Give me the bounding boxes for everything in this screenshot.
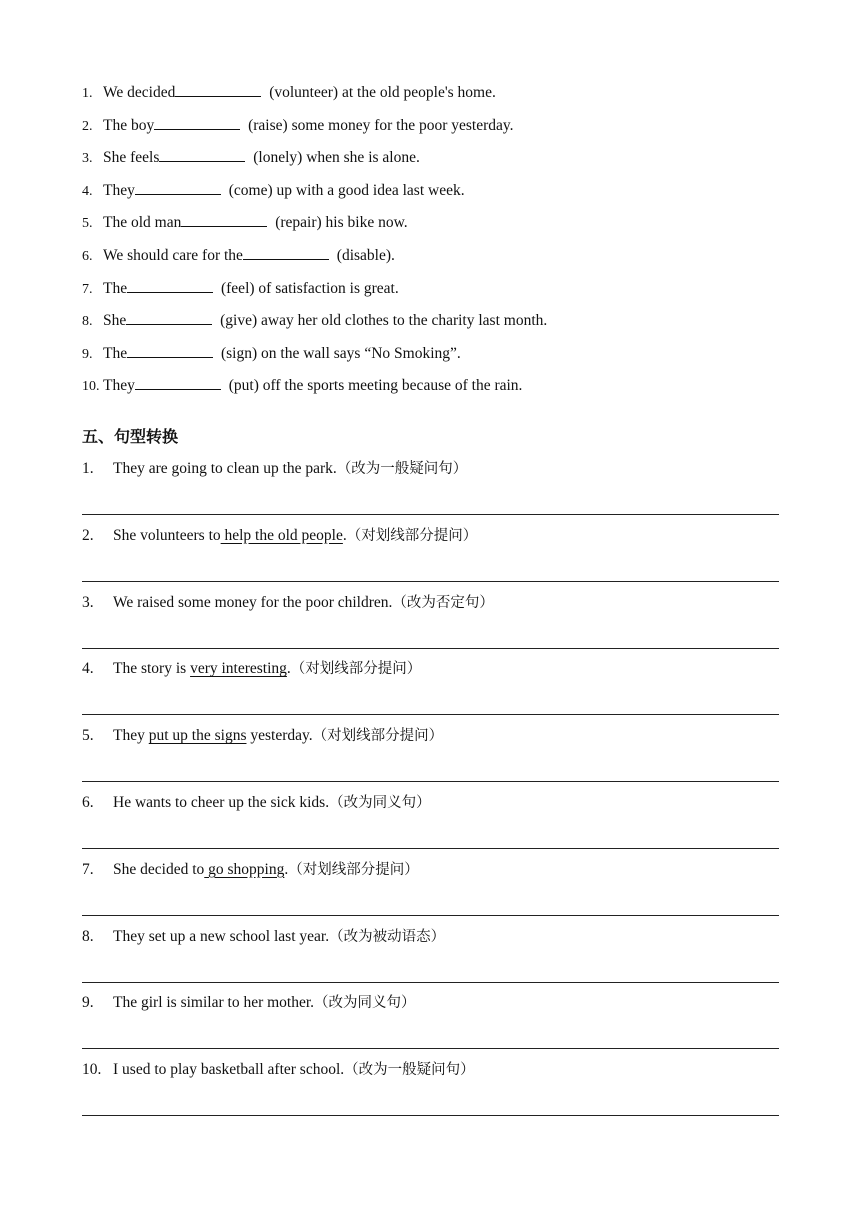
sentence-end: (disable).: [332, 246, 395, 264]
question-text: [82, 725, 443, 747]
sentence-start: The boy: [103, 116, 155, 134]
sentence-text: The story is: [113, 660, 191, 678]
sentence-tail: .: [284, 860, 289, 878]
question-text: [82, 859, 419, 881]
answer-line[interactable]: [82, 781, 779, 782]
item-number: 9.: [82, 346, 93, 362]
sentence-start: The: [103, 344, 128, 362]
answer-line[interactable]: [82, 648, 779, 649]
item-number: 7.: [82, 860, 94, 878]
answer-blank[interactable]: [243, 245, 329, 260]
answer-blank[interactable]: [135, 375, 221, 390]
transform-item-9: [82, 992, 779, 1059]
sentence-text: He wants to cheer up the sick kids.: [113, 793, 330, 811]
item-number: 10.: [82, 1061, 102, 1079]
sentence-start: We decided: [103, 84, 176, 101]
sentence-text: I used to play basketball after school.: [113, 1061, 345, 1079]
transform-item-5: [82, 725, 779, 792]
answer-line[interactable]: [82, 581, 779, 582]
instruction-text: （改为被动语态）: [329, 928, 446, 945]
question-text: [82, 1059, 475, 1081]
instruction-text: （对划线部分提问）: [290, 661, 422, 678]
instruction-text: （对划线部分提问）: [312, 728, 444, 745]
item-number: 9.: [82, 994, 94, 1012]
underlined-part: go shopping: [204, 860, 285, 878]
sentence-tail: .: [286, 660, 291, 678]
instruction-text: （改为一般疑问句）: [344, 1062, 475, 1079]
instruction-text: （改为否定句）: [392, 594, 494, 611]
fill-item-5: [82, 212, 782, 245]
fill-item-10: [82, 375, 782, 408]
answer-line[interactable]: [82, 1115, 779, 1116]
sentence-end: (sign) on the wall says “No Smoking”.: [217, 344, 461, 362]
answer-line[interactable]: [82, 1048, 779, 1049]
sentence-start: She feels: [103, 149, 160, 167]
answer-line[interactable]: [82, 915, 779, 916]
fill-item-2: [82, 115, 782, 148]
sentence-end: (lonely) when she is alone.: [249, 149, 420, 167]
item-number: 5.: [82, 727, 94, 745]
sentence-start: The old man: [103, 214, 182, 232]
sentence-text: They: [113, 727, 149, 745]
instruction-text: （改为同义句）: [314, 995, 416, 1012]
item-number: 6.: [82, 248, 93, 264]
sentence-transform-list: [82, 458, 779, 1126]
underlined-part: very interesting: [190, 660, 287, 678]
sentence-end: (put) off the sports meeting because of the rain.: [224, 377, 523, 395]
answer-line[interactable]: [82, 848, 779, 849]
sentence-end: (repair) his bike now.: [271, 214, 408, 232]
question-text: [82, 592, 494, 614]
sentence-end: (raise) some money for the poor yesterday.: [244, 116, 514, 134]
item-number: 2.: [82, 526, 94, 544]
sentence-start: The: [103, 279, 128, 297]
transform-item-10: [82, 1059, 779, 1126]
sentence-text: She decided to: [113, 860, 205, 878]
question-text: [82, 792, 431, 814]
fill-item-6: [82, 245, 782, 278]
fill-item-7: [82, 278, 782, 311]
answer-blank[interactable]: [127, 278, 213, 293]
answer-blank[interactable]: [135, 180, 221, 195]
underlined-part: put up the signs: [148, 727, 247, 745]
item-number: 6.: [82, 793, 94, 811]
instruction-text: （改为同义句）: [329, 794, 431, 811]
answer-blank[interactable]: [127, 343, 213, 358]
fill-item-1: [82, 82, 782, 115]
question-text: [82, 658, 421, 680]
sentence-end: (give) away her old clothes to the charity last month.: [216, 312, 548, 330]
question-text: [82, 458, 467, 480]
sentence-end: (volunteer) at the old people's home.: [265, 84, 496, 101]
sentence-start: They: [103, 181, 135, 199]
sentence-end: (come) up with a good idea last week.: [224, 181, 465, 199]
transform-item-8: [82, 926, 779, 993]
item-number: 10.: [82, 379, 100, 395]
instruction-text: （改为一般疑问句）: [336, 461, 468, 477]
item-number: 5.: [82, 216, 93, 232]
sentence-tail: yesterday.: [246, 727, 313, 745]
fill-in-blank-list: [82, 82, 782, 408]
item-number: 7.: [82, 281, 93, 297]
section-title: 五、句型转换: [82, 427, 179, 446]
underlined-part: help the old people: [220, 526, 343, 544]
sentence-text: She volunteers to: [113, 526, 221, 544]
answer-blank[interactable]: [154, 115, 240, 130]
sentence-text: They are going to clean up the park.: [113, 460, 337, 477]
fill-item-8: [82, 310, 782, 343]
item-number: 8.: [82, 314, 93, 330]
question-text: [82, 992, 416, 1014]
answer-blank[interactable]: [159, 147, 245, 162]
transform-item-4: [82, 658, 779, 725]
item-number: 4.: [82, 183, 93, 199]
answer-blank[interactable]: [126, 310, 212, 325]
sentence-text: The girl is similar to her mother.: [113, 994, 315, 1012]
answer-line[interactable]: [82, 714, 779, 715]
sentence-text: They set up a new school last year.: [113, 927, 330, 945]
instruction-text: （对划线部分提问）: [288, 861, 419, 878]
fill-item-4: [82, 180, 782, 213]
question-text: [82, 525, 477, 547]
transform-item-1: [82, 458, 779, 525]
fill-item-3: [82, 147, 782, 180]
sentence-start: We should care for the: [103, 246, 243, 264]
item-number: 2.: [82, 118, 93, 134]
transform-item-2: [82, 525, 779, 592]
question-text: [82, 926, 445, 948]
sentence-start: She: [103, 312, 127, 330]
answer-line[interactable]: [82, 514, 779, 515]
transform-item-7: [82, 859, 779, 926]
transform-item-3: [82, 592, 779, 659]
instruction-text: （对划线部分提问）: [346, 527, 478, 544]
sentence-tail: .: [342, 526, 347, 544]
fill-item-9: [82, 343, 782, 376]
item-number: 4.: [82, 660, 94, 678]
sentence-end: (feel) of satisfaction is great.: [217, 279, 399, 297]
sentence-start: They: [103, 377, 135, 395]
answer-blank[interactable]: [181, 212, 267, 227]
sentence-text: We raised some money for the poor children.: [113, 593, 393, 611]
item-number: 8.: [82, 927, 94, 945]
item-number: 1.: [82, 86, 93, 101]
transform-item-6: [82, 792, 779, 859]
item-number: 1.: [82, 460, 94, 477]
answer-line[interactable]: [82, 982, 779, 983]
answer-blank[interactable]: [175, 82, 261, 97]
item-number: 3.: [82, 593, 94, 611]
item-number: 3.: [82, 151, 93, 167]
